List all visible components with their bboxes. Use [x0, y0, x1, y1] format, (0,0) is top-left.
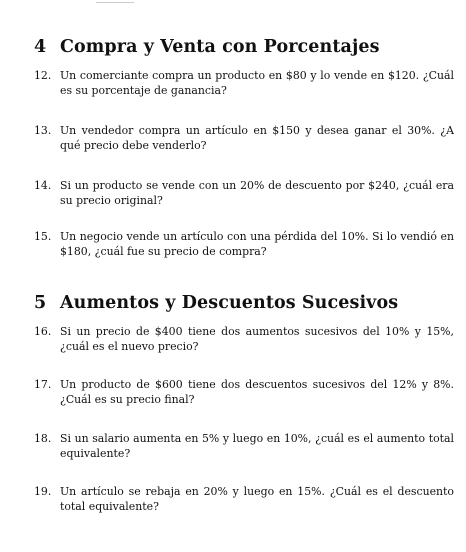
section-title: Aumentos y Descuentos Sucesivos	[60, 293, 399, 313]
problem-number: 14.	[34, 179, 52, 192]
problem-text: Un artículo se rebaja en 20% y luego en 15%. ¿Cuál es el descuento total equivalente?	[60, 485, 454, 514]
problem-14	[34, 178, 454, 208]
problem-text: Un comerciante compra un producto en $80 y lo vende en $120. ¿Cuál es su porcentaje de ganancia?	[60, 69, 454, 98]
section-number: 5	[34, 293, 47, 313]
problem-number: 15.	[34, 230, 52, 243]
problem-text: Un negocio vende un artículo con una pérdida del 10%. Si lo vendió en $180, ¿cuál fue su precio de compra?	[60, 230, 454, 259]
problem-13	[34, 123, 454, 153]
problem-number: 16.	[34, 325, 52, 338]
problem-number: 12.	[34, 69, 52, 82]
problem-number: 18.	[34, 432, 52, 445]
problem-text: Si un salario aumenta en 5% y luego en 10%, ¿cuál es el aumento total equivalente?	[60, 432, 454, 461]
problem-17	[34, 377, 454, 407]
problem-19	[34, 484, 454, 514]
problem-18	[34, 431, 454, 461]
problem-number: 13.	[34, 124, 52, 137]
problem-text: Un vendedor compra un artículo en $150 y desea ganar el 30%. ¿A qué precio debe venderlo?	[60, 124, 454, 153]
section-heading-4	[34, 37, 380, 57]
page-top-fragment	[96, 0, 134, 3]
problem-15	[34, 229, 454, 259]
problem-text: Si un producto se vende con un 20% de descuento por $240, ¿cuál era su precio original?	[60, 179, 454, 208]
problem-text: Un producto de $600 tiene dos descuentos sucesivos del 12% y 8%. ¿Cuál es su precio final?	[60, 378, 454, 407]
problem-number: 17.	[34, 378, 52, 391]
problem-12	[34, 68, 454, 98]
problem-number: 19.	[34, 485, 52, 498]
problem-16	[34, 324, 454, 354]
section-heading-5	[34, 293, 398, 313]
problem-text: Si un precio de $400 tiene dos aumentos sucesivos del 10% y 15%, ¿cuál es el nuevo precio?	[60, 325, 454, 354]
section-number: 4	[34, 37, 47, 57]
section-title: Compra y Venta con Porcentajes	[60, 37, 380, 57]
